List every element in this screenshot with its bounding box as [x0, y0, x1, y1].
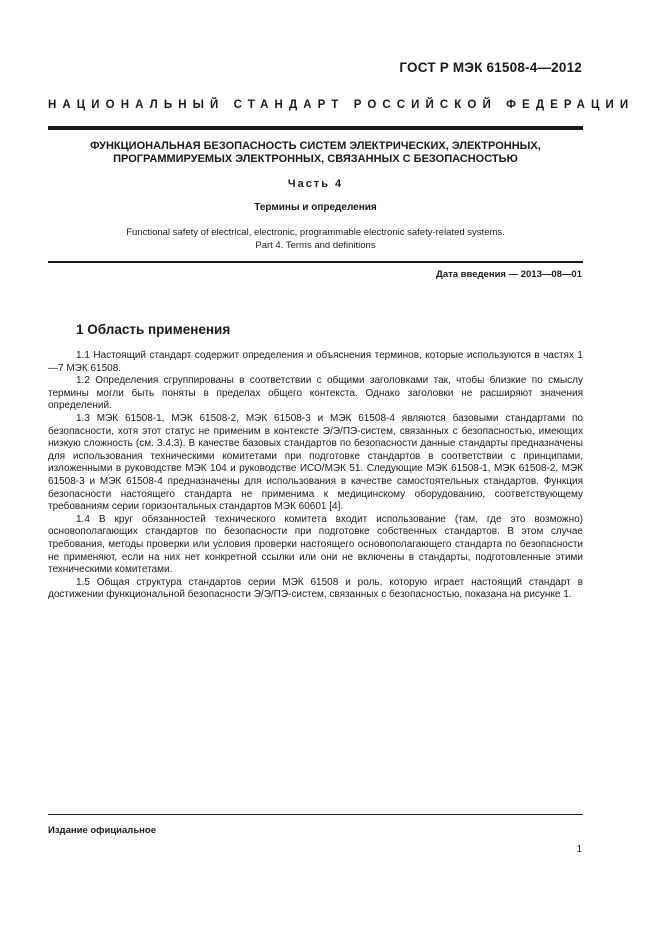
footer-divider — [48, 814, 583, 815]
document-title — [48, 140, 583, 166]
standard-id: ГОСТ Р МЭК 61508-4—2012 — [399, 60, 582, 75]
paragraph-1-2: 1.2 Определения сгруппированы в соответствии с общими заголовками так, чтобы близкие по смыслу термины могли быть поняты в пределах общего контекста. Однако заголовки не расширяют значения определений. — [48, 375, 583, 412]
paragraph-1-5: 1.5 Общая структура стандартов серии МЭК 61508 и роль, которую играет настоящий стандарт в достижении функциональной безопасности Э/Э/ПЭ-систем, связанных с безопасностью, показана на рисунке 1. — [48, 576, 583, 601]
introduction-date: Дата введения — 2013—08—01 — [436, 269, 582, 280]
edition-label: Издание официальное — [48, 825, 156, 836]
top-divider — [48, 126, 583, 130]
title-line-1: ФУНКЦИОНАЛЬНАЯ БЕЗОПАСНОСТЬ СИСТЕМ ЭЛЕКТРИЧЕСКИХ, ЭЛЕКТРОННЫХ, — [90, 140, 541, 152]
page-number: 1 — [576, 844, 582, 855]
section-heading: 1 Область применения — [76, 322, 231, 337]
title-line-2: ПРОГРАММИРУЕМЫХ ЭЛЕКТРОННЫХ, СВЯЗАННЫХ С БЕЗОПАСНОСТЬЮ — [113, 153, 518, 165]
document-subtitle: Термины и определения — [254, 202, 377, 213]
national-standard-banner: НАЦИОНАЛЬНЫЙ СТАНДАРТ РОССИЙСКОЙ ФЕДЕРАЦИИ — [48, 99, 635, 111]
paragraph-1-1: 1.1 Настоящий стандарт содержит определения и объяснения терминов, которые используются в частях 1—7 МЭК 61508. — [48, 350, 583, 374]
section-body — [48, 350, 583, 602]
english-title-line-1: Functional safety of electrical, electronic, programmable electronic safety-related systems. — [126, 227, 505, 238]
paragraph-1-4: 1.4 В круг обязанностей технического комитета входит использование (там, где это возможно) основополагающих стандартов по безопасности при подготовке собственных стандартов. В этом случае требования, методы проверки или условия проверки настоящего основополагающего стандарта по безопасности не применяют, если на них нет конкретной ссылки или они не включены в стандарты, подготовленные этими техническими комитетами. — [48, 513, 583, 576]
paragraph-1-3: 1.3 МЭК 61508-1, МЭК 61508-2, МЭК 61508-3 и МЭК 61508-4 являются базовыми стандартами по безопасности, хотя этот статус не применим в контексте Э/Э/ПЭ-систем, связанных с безопасностью, имеющих низкую сложность (см. 3.4.3). В качестве базовых стандартов по безопасности данные стандарты предназначены для использования техническими комитетами при подготовке стандартов в соответствии с принципами, изложенными в руководстве МЭК 104 и руководстве ИСО/МЭК 51. Следующие МЭК 61508-1, МЭК 61508-2, МЭК 61508-3 и МЭК 61508-4 предназначены для использования в качестве самостоятельных стандартов. Функция безопасности настоящего стандарта не применима к медицинскому оборудованию, соответствующему требованиям серии горизонтальных стандартов МЭК 60601 [4]. — [48, 412, 583, 513]
english-title-line-2: Part 4. Terms and definitions — [255, 239, 376, 251]
part-label: Часть 4 — [287, 178, 344, 190]
title-divider — [48, 261, 583, 263]
english-title — [48, 227, 583, 252]
